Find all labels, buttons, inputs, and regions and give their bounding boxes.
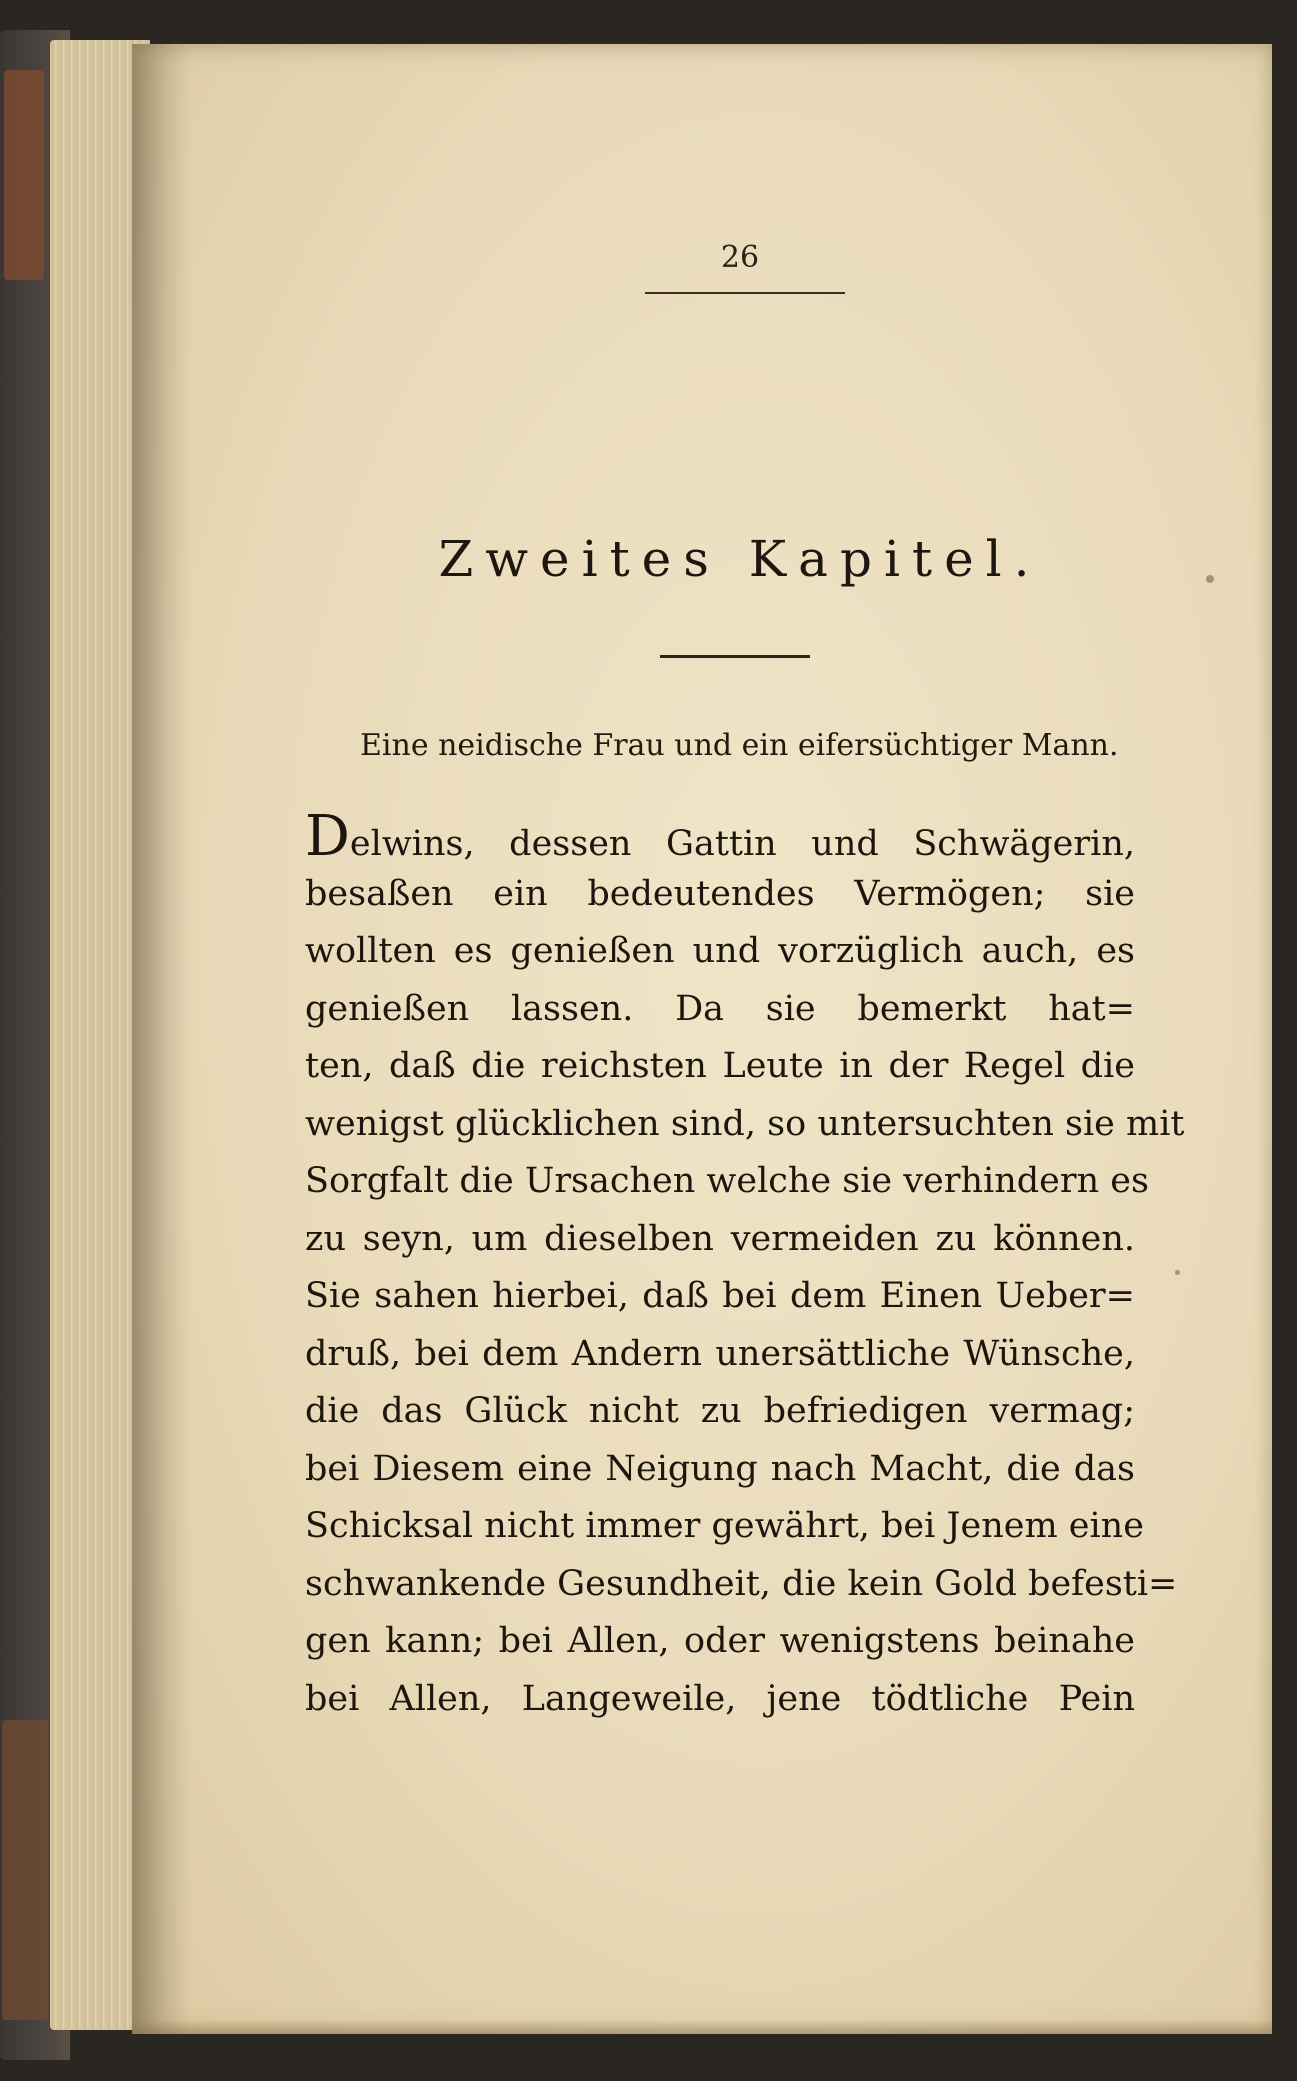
text-line: wollten es genießen und vorzüglich auch, es (305, 931, 1135, 971)
cover-wear-patch (2, 1720, 48, 2020)
text-line: die das Glück nicht zu befriedigen vermag; (305, 1391, 1135, 1431)
body-text (305, 804, 1185, 1728)
text-line: zu seyn, um dieselben vermeiden zu können. (305, 1218, 1135, 1259)
text-line: bei Allen, Langeweile, jene tödtliche Pein (305, 1678, 1135, 1719)
page-bottom-edge (132, 2020, 1272, 2034)
text-line: Schicksal nicht immer gewährt, bei Jenem eine (305, 1506, 1144, 1546)
cover-wear-patch (4, 70, 44, 280)
text-line: wenigst glücklichen sind, so untersuchten sie mit (305, 1103, 1185, 1144)
text-line: gen kann; bei Allen, oder wenigstens beinahe (305, 1621, 1135, 1661)
text-line: ten, daß die reichsten Leute in der Regel die (305, 1046, 1135, 1086)
page-number-rule (645, 292, 845, 294)
text-line: Sie sahen hierbei, daß bei dem Einen Ueber= (305, 1276, 1135, 1316)
text-line: druß, bei dem Andern unersättliche Wünsche, (305, 1333, 1135, 1374)
chapter-subtitle: Eine neidische Frau und ein eifersüchtiger Mann. (360, 728, 1119, 763)
ink-spot (1175, 1270, 1180, 1275)
page-number: 26 (720, 240, 760, 275)
chapter-title: Zweites Kapitel. (438, 530, 1042, 588)
text-line: schwankende Gesundheit, die kein Gold befesti= (305, 1563, 1178, 1604)
text-line: genießen lassen. Da sie bemerkt hat= (305, 988, 1135, 1029)
text-line: Sorgfalt die Ursachen welche sie verhindern es (305, 1161, 1149, 1201)
ink-spot (1206, 575, 1214, 583)
gutter-shadow (132, 44, 192, 2034)
chapter-title-rule (660, 655, 810, 658)
text-line: Delwins, dessen Gattin und Schwägerin, (305, 804, 1135, 869)
text-line: bei Diesem eine Neigung nach Macht, die das (305, 1448, 1135, 1489)
text-line: besaßen ein bedeutendes Vermögen; sie (305, 873, 1135, 914)
